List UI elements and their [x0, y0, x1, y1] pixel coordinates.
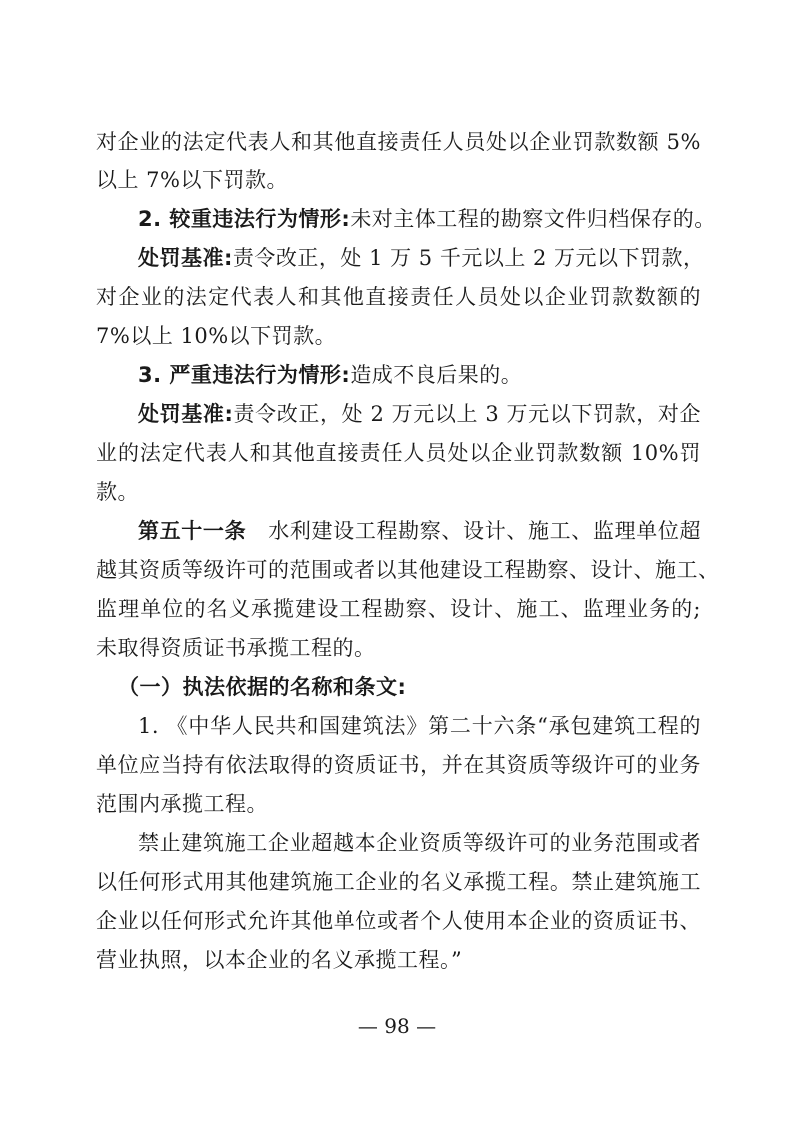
- body-line: 以任何形式用其他建筑施工企业的名义承揽工程。禁止建筑施工: [96, 870, 701, 894]
- article-number: 第五十一条: [138, 519, 247, 543]
- body-line: 禁止建筑施工企业超越本企业资质等级许可的业务范围或者: [138, 831, 701, 855]
- penalty-text: 责令改正，处 2 万元以上 3 万元以下罚款，对企: [233, 402, 701, 426]
- violation-heading: [138, 205, 716, 233]
- body-line: 范围内承揽工程。: [96, 792, 268, 816]
- body-line: 对企业的法定代表人和其他直接责任人员处以企业罚款数额的: [96, 285, 701, 309]
- article-text: 水利建设工程勘察、设计、施工、监理单位超: [268, 519, 702, 543]
- body-line: 以上 7%以下罚款。: [96, 168, 288, 192]
- violation-heading: [138, 361, 701, 389]
- violation-text: 未对主体工程的勘察文件归档保存的。: [350, 207, 716, 231]
- penalty-line: [138, 400, 701, 428]
- penalty-label: 处罚基准:: [138, 402, 234, 426]
- body-line: 对企业的法定代表人和其他直接责任人员处以企业罚款数额 5%: [96, 130, 701, 154]
- penalty-line: [138, 244, 705, 272]
- body-line: 越其资质等级许可的范围或者以其他建设工程勘察、设计、施工、: [96, 558, 720, 582]
- article-heading: [138, 517, 701, 545]
- section-heading: [118, 673, 701, 701]
- body-line: 营业执照，以本企业的名义承揽工程。”: [96, 948, 463, 972]
- violation-text: 造成不良后果的。: [350, 363, 523, 387]
- body-line: 单位应当持有依法取得的资质证书，并在其资质等级许可的业务: [96, 753, 701, 777]
- body-line: 监理单位的名义承揽建设工程勘察、设计、施工、监理业务的;: [96, 597, 701, 621]
- body-line: 款。: [96, 480, 139, 504]
- penalty-text: 责令改正，处 1 万 5 千元以上 2 万元以下罚款，: [232, 246, 705, 270]
- body-line: 未取得资质证书承揽工程的。: [96, 636, 376, 660]
- page-number: — 98 —: [357, 1014, 437, 1038]
- body-line: 1. 《中华人民共和国建筑法》第二十六条“承包建筑工程的: [138, 714, 701, 738]
- body-line: 7%以上 10%以下罚款。: [96, 324, 337, 348]
- penalty-label: 处罚基准:: [138, 246, 233, 270]
- violation-label: 2. 较重违法行为情形:: [138, 207, 351, 231]
- body-line: 业的法定代表人和其他直接责任人员处以企业罚款数额 10%罚: [96, 441, 701, 465]
- violation-label: 3. 严重违法行为情形:: [138, 363, 351, 387]
- body-line: 企业以任何形式允许其他单位或者个人使用本企业的资质证书、: [96, 909, 701, 933]
- section-heading-text: （一）执法依据的名称和条文:: [118, 675, 407, 699]
